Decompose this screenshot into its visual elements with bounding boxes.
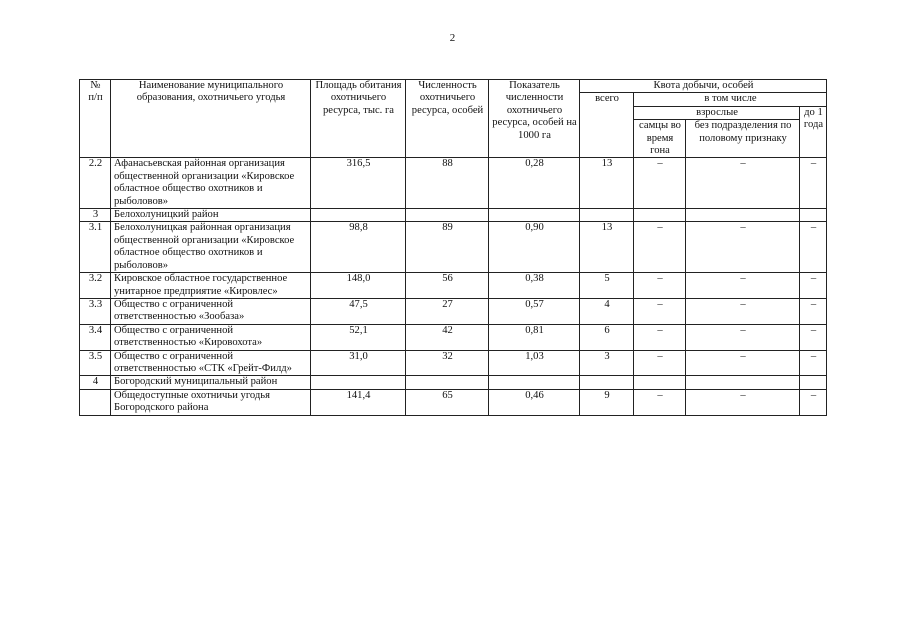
header-males: самцы во время гона [634,120,686,158]
cell-density: 0,90 [489,222,580,273]
cell-total: 3 [580,350,634,376]
cell-name: Белохолуницкая районная организация общественной организации «Кировское областное общество охотников и рыболовов» [111,222,311,273]
table-row [80,389,827,415]
cell-total: 13 [580,222,634,273]
cell-total [580,209,634,222]
cell-total: 13 [580,158,634,209]
cell-nosex: – [686,389,800,415]
cell-count [406,209,489,222]
cell-nosex: – [686,273,800,299]
cell-name: Афанасьевская районная организация общественной организации «Кировское областное общество охотников и рыболовов» [111,158,311,209]
cell-num: 3 [80,209,111,222]
cell-name: Общество с ограниченной ответственностью «Кировохота» [111,324,311,350]
header-name: Наименование муниципального образования, охотничьего угодья [111,80,311,158]
cell-area: 52,1 [311,324,406,350]
cell-name: Общество с ограниченной ответственностью «Зообаза» [111,298,311,324]
table-row [80,324,827,350]
cell-nosex: – [686,158,800,209]
cell-num: 4 [80,376,111,389]
cell-area [311,376,406,389]
cell-total: 6 [580,324,634,350]
header-young: до 1 года [800,106,827,158]
cell-count: 27 [406,298,489,324]
cell-nosex: – [686,298,800,324]
header-nosex: без подразделения по половому признаку [686,120,800,158]
cell-young: – [800,222,827,273]
header-adults: взрослые [634,106,800,119]
header-count: Численность охотничьего ресурса, особей [406,80,489,158]
cell-count [406,376,489,389]
header-area: Площадь обитания охотничьего ресурса, тыс. га [311,80,406,158]
cell-density: 0,28 [489,158,580,209]
cell-name: Кировское областное государственное унитарное предприятие «Кировлес» [111,273,311,299]
cell-num: 3.4 [80,324,111,350]
header-quota: Квота добычи, особей [580,80,827,93]
table-row [80,209,827,222]
page-number: 2 [449,32,456,44]
cell-density [489,376,580,389]
table-row [80,158,827,209]
table-row [80,273,827,299]
cell-area: 141,4 [311,389,406,415]
cell-num: 3.1 [80,222,111,273]
cell-young: – [800,389,827,415]
cell-density: 0,81 [489,324,580,350]
cell-area: 47,5 [311,298,406,324]
cell-total: 4 [580,298,634,324]
cell-young: – [800,324,827,350]
cell-name: Белохолуницкий район [111,209,311,222]
cell-young: – [800,298,827,324]
cell-males [634,376,686,389]
cell-count: 65 [406,389,489,415]
table-row [80,222,827,273]
cell-density: 0,57 [489,298,580,324]
table-row [80,350,827,376]
cell-young [800,376,827,389]
cell-males: – [634,222,686,273]
cell-count: 88 [406,158,489,209]
cell-density [489,209,580,222]
cell-area [311,209,406,222]
cell-area: 148,0 [311,273,406,299]
cell-num: 2.2 [80,158,111,209]
cell-males: – [634,389,686,415]
cell-nosex: – [686,324,800,350]
cell-nosex [686,376,800,389]
header-total: всего [580,93,634,158]
table-row [80,298,827,324]
hunting-quota-table [79,79,827,416]
cell-count: 89 [406,222,489,273]
cell-name: Богородский муниципальный район [111,376,311,389]
cell-nosex: – [686,350,800,376]
cell-total: 5 [580,273,634,299]
cell-young [800,209,827,222]
cell-males: – [634,273,686,299]
cell-density: 0,46 [489,389,580,415]
cell-total [580,376,634,389]
cell-name: Общедоступные охотничьи угодья Богородского района [111,389,311,415]
cell-young: – [800,158,827,209]
cell-num: 3.2 [80,273,111,299]
cell-area: 31,0 [311,350,406,376]
table-row [80,376,827,389]
cell-nosex [686,209,800,222]
cell-males: – [634,158,686,209]
cell-males [634,209,686,222]
header-density: Показатель численности охотничьего ресурса, особей на 1000 га [489,80,580,158]
cell-num [80,389,111,415]
cell-males: – [634,298,686,324]
cell-area: 98,8 [311,222,406,273]
cell-nosex: – [686,222,800,273]
cell-males: – [634,324,686,350]
cell-young: – [800,273,827,299]
cell-density: 0,38 [489,273,580,299]
header-num: № п/п [80,80,111,158]
cell-num: 3.3 [80,298,111,324]
cell-num: 3.5 [80,350,111,376]
header-incl: в том числе [634,93,827,106]
cell-density: 1,03 [489,350,580,376]
cell-area: 316,5 [311,158,406,209]
cell-males: – [634,350,686,376]
cell-count: 42 [406,324,489,350]
cell-young: – [800,350,827,376]
cell-count: 32 [406,350,489,376]
cell-name: Общество с ограниченной ответственностью «СТК «Грейт-Филд» [111,350,311,376]
cell-count: 56 [406,273,489,299]
cell-total: 9 [580,389,634,415]
